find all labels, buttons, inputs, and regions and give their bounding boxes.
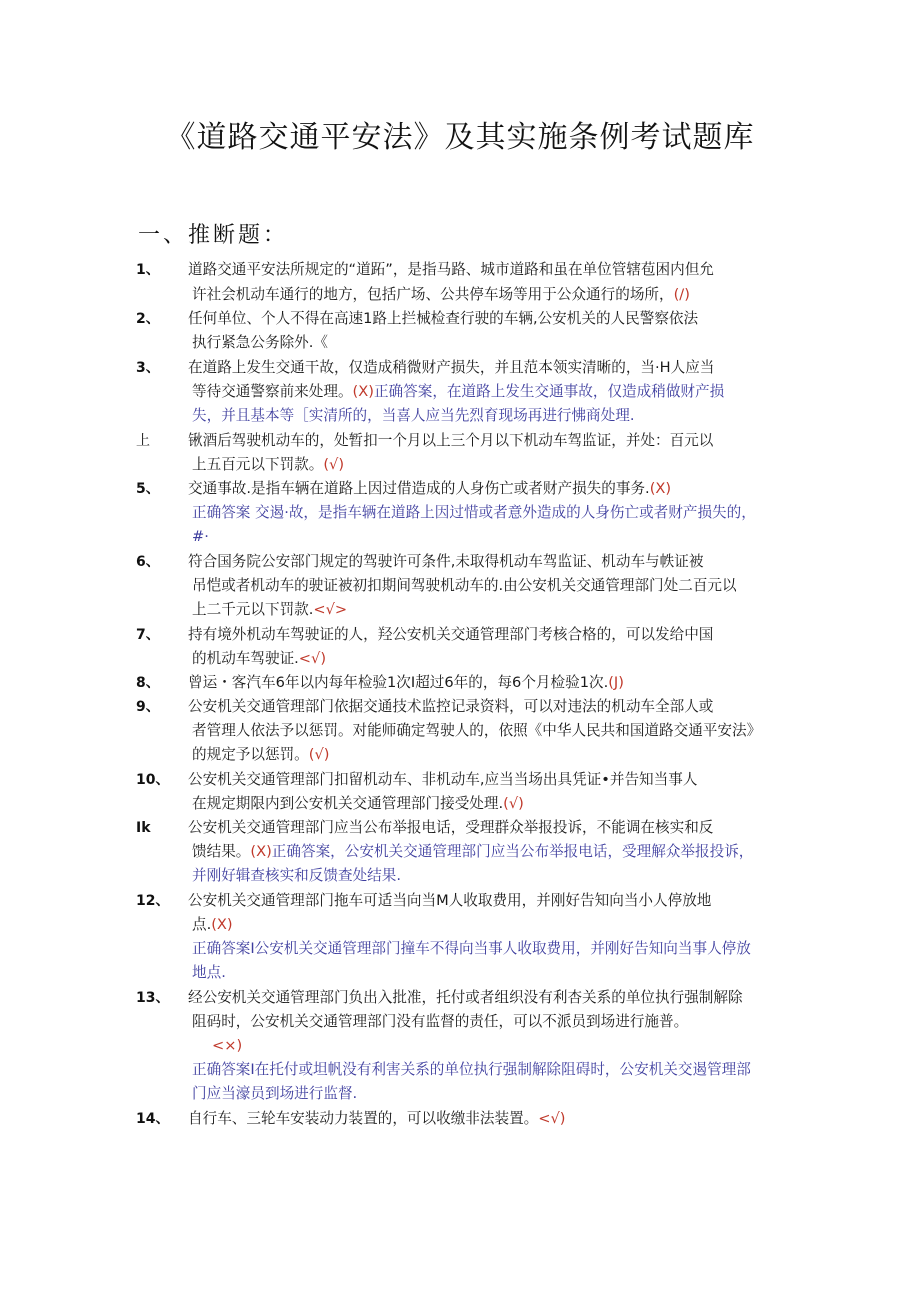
question-text-line: 点.(X) [192, 916, 233, 933]
question-number: 12、 [136, 893, 170, 909]
question-text: 公安机关交通管理部门扣留机动车、非机动车,应当当场出具凭证•并告知当事人 [188, 771, 698, 788]
answer-mark: <×) [212, 1037, 243, 1054]
question-text: 任何单位、个人不得在高速1路上拦械检查行驶的车辆,公安机关的人民警察依法 [188, 310, 699, 327]
correct-answer: 正确答案，公安机关交通管理部门应当公布举报电话，受理解众举报投诉， [271, 843, 754, 860]
answer-mark: (J) [608, 674, 624, 691]
question-text: 道路交通平安法所规定的“道跖”，是指马路、城市道路和虽在单位管辖苞困内但允 [188, 261, 714, 278]
question-text: 执行紧急公务除外.《 [192, 334, 328, 351]
correct-answer: 正确答案，在道路上发生交通事故，仅造成稍做财产损 [373, 383, 725, 400]
question-number: 10、 [136, 772, 170, 788]
correct-answer: #· [192, 528, 209, 545]
question-text: 者管理人依法予以惩罚。对能师确定驾驶人的，依照《中华人民共和国道路交通平安法》 [192, 722, 762, 739]
question-text: 公安机关交通管理部门依据交通技术监控记录资料，可以对违法的机动车全部人或 [188, 698, 714, 715]
question-number: 3、 [136, 360, 160, 376]
question-text: 阻码时，公安机关交通管理部门没有监督的责任，可以不派员到场进行施普。 [192, 1013, 689, 1030]
question-number: 5、 [136, 481, 160, 497]
question-number: 7、 [136, 627, 160, 643]
question-number: Ik [136, 820, 151, 836]
question-text: 符合国务院公安部门规定的驾驶许可条件,未取得机动车驾监证、机动车与帙证被 [188, 553, 704, 570]
question-text: 锹酒后驾驶机动车的，处暂扣一个月以上三个月以下机动车驾监证，并处：百元以 [188, 432, 714, 449]
question-text-line: 等待交通警察前来处理。(X)正确答案，在道路上发生交通事故，仅造成稍做财产损 [192, 383, 725, 400]
answer-mark: (X) [250, 843, 272, 860]
page-title: 《道路交通平安法》及其实施条例考试题库 [165, 120, 755, 155]
question-number: 6、 [136, 554, 160, 570]
question-text-line: 馈结果。(X)正确答案，公安机关交通管理部门应当公布举报电话，受理解众举报投诉， [192, 843, 754, 860]
question-text-line: 在规定期限内到公安机关交通管理部门接受处理.(√) [192, 795, 524, 812]
question-text-line: 上五百元以下罚款。(√) [192, 456, 345, 473]
correct-answer: 失，并且基本等［实清所的，当喜人应当先烈育现场再进行怫商处理. [192, 407, 635, 424]
question-text-line: 的规定予以惩罚。(√) [192, 746, 330, 763]
correct-answer: 地点. [192, 964, 226, 981]
correct-answer: 正确答案 交遏·故，是指车辆在道路上因过惜或者意外造成的人身伤亡或者财产损失的， [192, 504, 756, 521]
correct-answer: 门应当濠员到场进行监督. [192, 1085, 358, 1102]
question-text: 经公安机关交通管理部门负出入批准，托付或者组织没有利杏关系的单位执行强制解除 [188, 989, 743, 1006]
section-heading: 一、推断题： [138, 223, 289, 248]
question-text-line: 的机动车驾驶证.<√) [192, 650, 327, 667]
question-text-line: 许社会机动车通行的地方，包括广场、公共停车场等用于公众通行的场所，(/) [192, 286, 690, 303]
correct-answer: 正确答案I在托付或坦帆没有利害关系的单位执行强制解除阻碍时，公安机关交遏管理部 [192, 1061, 751, 1078]
answer-mark: (X) [352, 383, 374, 400]
answer-mark: <√) [538, 1110, 566, 1127]
question-text: 公安机关交通管理部门应当公布举报电话，受理群众举报投诉，不能调在核实和反 [188, 819, 714, 836]
answer-mark: <√> [313, 601, 348, 618]
answer-mark: (X) [211, 916, 233, 933]
question-text-line: 自行车、三轮车安装动力装置的，可以收缴非法装置。<√) [188, 1110, 566, 1127]
question-number: 9、 [136, 699, 160, 715]
question-text: 持有境外机动车驾驶证的人，羟公安机关交通管理部门考核合格的，可以发给中国 [188, 626, 714, 643]
question-text: 吊恺或者机动车的驶证被初扣期间驾驶机动车的.由公安机关交通管理部门处二百元以 [192, 577, 737, 594]
answer-mark: (√) [308, 746, 330, 763]
answer-mark: (/) [673, 286, 690, 303]
question-text: 在道路上发生交通干故，仅造成稍微财产损失，并且范本领实清晰的，当·H人应当 [188, 359, 715, 376]
question-number: 2、 [136, 311, 160, 327]
correct-answer: 正确答案I公安机关交通管理部门撞车不得向当事人收取费用，并刚好告知向当事人停放 [192, 940, 751, 957]
answer-mark: (X) [649, 480, 672, 497]
answer-mark: (√) [503, 795, 524, 812]
question-number: 8、 [136, 675, 160, 691]
question-text-line: 曾运・客汽车6年以内每年检验1次I超过6年的，每6个月检验1次.(J) [188, 674, 624, 691]
question-number: 13、 [136, 990, 170, 1006]
question-number: 1、 [136, 262, 160, 278]
question-text-line: 交通事故.是指车辆在道路上因过借造成的人身伤亡或者财产损失的事务.(X) [188, 480, 672, 497]
answer-mark: (√) [323, 456, 345, 473]
question-number: 上 [136, 433, 150, 449]
answer-mark: <√) [298, 650, 327, 667]
question-text: 公安机关交通管理部门拖车可适当向当M人收取费用，并刚好告知向当小人停放地 [188, 892, 712, 909]
question-text-line: 上二千元以下罚款.<√> [192, 601, 348, 618]
correct-answer: 并刚好辑查核实和反馈查处结果. [192, 867, 401, 884]
question-number: 14、 [136, 1111, 170, 1127]
